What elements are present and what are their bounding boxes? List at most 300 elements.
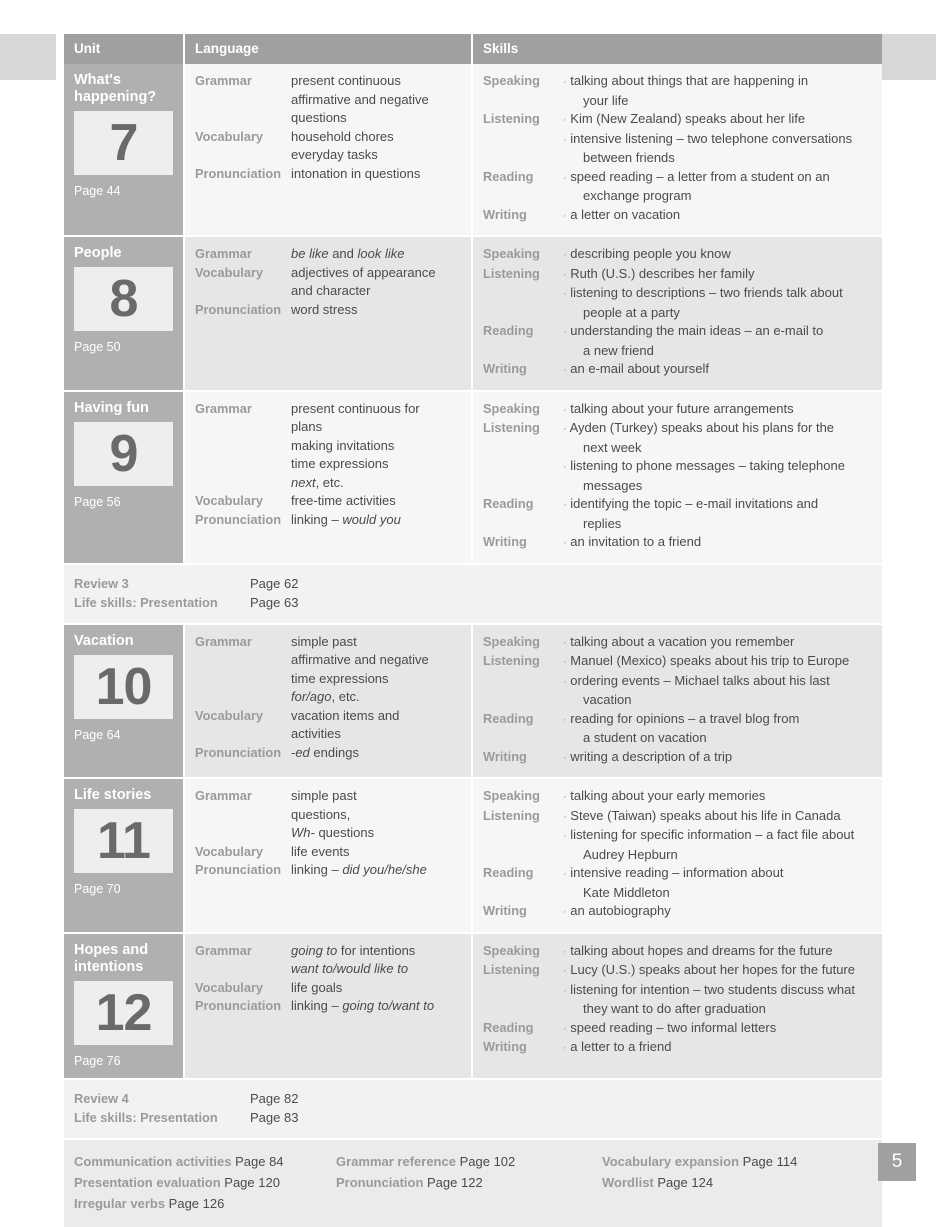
back-matter-page: Page 124 xyxy=(657,1174,714,1190)
skill-category-label: Writing xyxy=(483,206,527,222)
bullet-icon: · xyxy=(563,656,567,668)
table-header xyxy=(64,34,882,64)
language-cell xyxy=(184,624,472,779)
back-matter-entry xyxy=(336,1151,602,1172)
column-header-unit: Unit xyxy=(64,34,184,64)
unit-number: 7 xyxy=(109,114,138,172)
unit-page-reference: Page 44 xyxy=(74,184,121,198)
unit-page-reference: Page 56 xyxy=(74,494,121,509)
unit-cell xyxy=(64,778,184,933)
language-category-value xyxy=(291,843,461,862)
skill-item-continuation: replies xyxy=(583,515,622,531)
skill-item-continuation: next week xyxy=(583,439,642,455)
language-cell xyxy=(184,933,472,1079)
back-matter-name: Grammar reference xyxy=(336,1153,456,1169)
skill-category-label: Listening xyxy=(483,265,540,281)
skill-item: · Kim (New Zealand) speaks about her life xyxy=(563,111,806,126)
language-line: next, etc. xyxy=(291,474,344,490)
review-label: Life skills: Presentation xyxy=(74,594,218,610)
language-line: for/ago, etc. xyxy=(291,689,360,704)
skill-item: · listening for intention – two students discuss what they want to do after graduation xyxy=(563,981,872,1019)
skill-item-group xyxy=(563,1019,872,1039)
skill-category-label: Reading xyxy=(483,710,534,726)
skills-cell xyxy=(472,391,882,564)
unit-cell xyxy=(64,624,184,779)
language-cell xyxy=(184,64,472,236)
unit-row xyxy=(64,624,882,779)
language-line: time expressions xyxy=(291,456,389,471)
back-matter-cell xyxy=(64,1139,882,1227)
back-matter-name: Vocabulary expansion xyxy=(602,1153,740,1169)
skill-item: · identifying the topic – e-mail invitations and replies xyxy=(563,495,872,533)
skill-item-group xyxy=(563,710,872,748)
skills-list xyxy=(483,400,872,553)
unit-number: 8 xyxy=(109,270,138,328)
skill-item-group xyxy=(563,495,872,533)
review-row xyxy=(64,564,882,624)
skill-category-label: Writing xyxy=(483,903,527,918)
skill-category-label: Writing xyxy=(483,534,527,549)
back-matter-entry xyxy=(74,1151,336,1172)
language-line: intonation in questions xyxy=(291,165,421,181)
bullet-icon: · xyxy=(563,364,567,376)
skill-item: · writing a description of a trip xyxy=(563,748,733,764)
language-category-label: Vocabulary xyxy=(195,128,264,144)
unit-page-reference: Page 64 xyxy=(74,727,121,742)
unit-number: 9 xyxy=(109,424,138,483)
bullet-icon: · xyxy=(563,133,567,146)
skill-item-continuation: a student on vacation xyxy=(583,730,707,745)
skill-item: · listening to descriptions – two friends talk about people at a party xyxy=(563,284,872,322)
back-matter-spacer xyxy=(336,1193,602,1214)
review-cell xyxy=(64,564,882,624)
language-category-label: Vocabulary xyxy=(195,979,264,995)
unit-number: 11 xyxy=(97,812,150,870)
skill-item-continuation: they want to do after graduation xyxy=(583,1001,766,1016)
unit-number-box xyxy=(74,655,173,719)
language-line: be like and look like xyxy=(291,246,405,261)
unit-row xyxy=(64,933,882,1079)
review-label: Life skills: Presentation xyxy=(74,1109,218,1125)
back-matter-page: Page 84 xyxy=(235,1153,284,1169)
language-line: affirmative and negative xyxy=(291,652,429,667)
skill-item-group xyxy=(563,168,872,206)
language-line: and character xyxy=(291,283,371,298)
bullet-icon: · xyxy=(563,209,567,222)
skills-list xyxy=(483,787,872,922)
skill-category-label: Reading xyxy=(483,865,534,880)
language-category-label: Pronunciation xyxy=(195,511,282,527)
skill-item: · talking about things that are happening in your life xyxy=(563,72,872,110)
skill-item-group xyxy=(563,360,872,380)
review-cell xyxy=(64,1079,882,1139)
skill-item-group xyxy=(563,748,872,768)
back-matter-entry xyxy=(74,1172,336,1193)
back-matter-page: Page 120 xyxy=(224,1174,280,1190)
language-category-value xyxy=(291,942,461,979)
language-line: present continuous xyxy=(291,73,401,88)
skill-item-group xyxy=(563,206,872,226)
skills-list xyxy=(483,633,872,768)
decorative-block-left xyxy=(0,34,56,80)
back-matter-spacer xyxy=(602,1193,872,1214)
skill-item: · listening to phone messages – taking telephone messages xyxy=(563,457,872,495)
bullet-icon: · xyxy=(563,751,567,764)
unit-number-box xyxy=(74,981,173,1045)
language-line: everyday tasks xyxy=(291,147,378,162)
language-line: linking – would you xyxy=(291,511,401,527)
skill-item: · listening for specific information – a fact file about Audrey Hepburn xyxy=(563,826,872,864)
review-label: Review 4 xyxy=(74,1090,129,1106)
skill-category-label: Listening xyxy=(483,807,540,823)
skill-item: · a letter on vacation xyxy=(563,206,681,222)
decorative-block-right xyxy=(880,34,936,80)
skill-item-group xyxy=(563,400,872,420)
skills-list xyxy=(483,245,872,380)
skill-item-continuation: Kate Middleton xyxy=(583,884,670,900)
column-header-skills: Skills xyxy=(472,34,882,64)
skill-item-group xyxy=(563,961,872,1019)
bullet-icon: · xyxy=(563,965,567,977)
scope-and-sequence-sheet xyxy=(64,34,882,1227)
bullet-icon: · xyxy=(563,636,567,649)
unit-page-reference: Page 76 xyxy=(74,1053,121,1068)
language-line: questions, xyxy=(291,806,351,822)
back-matter-column xyxy=(74,1151,336,1214)
language-line: want to/would like to xyxy=(291,961,409,976)
back-matter-name: Communication activities xyxy=(74,1153,232,1169)
skill-item-group xyxy=(563,245,872,265)
language-category-value xyxy=(291,72,461,128)
skill-item: · talking about your future arrangements xyxy=(563,400,794,416)
bullet-icon: · xyxy=(563,76,567,88)
review-page-reference: Page 82 xyxy=(250,1090,299,1106)
skills-cell xyxy=(472,64,882,236)
review-page-reference: Page 83 xyxy=(250,1109,299,1125)
review-page-reference: Page 62 xyxy=(250,575,299,591)
bullet-icon: · xyxy=(563,171,567,184)
language-category-value xyxy=(291,165,461,184)
back-matter-name: Presentation evaluation xyxy=(74,1174,221,1190)
language-category-value xyxy=(291,633,461,707)
skill-category-label: Reading xyxy=(483,168,534,184)
language-line: simple past xyxy=(291,788,357,803)
skill-item: · intensive listening – two telephone conversations between friends xyxy=(563,130,872,168)
unit-title: Having fun xyxy=(74,399,149,416)
column-header-language: Language xyxy=(184,34,472,64)
language-category-label: Grammar xyxy=(195,246,252,261)
back-matter-list xyxy=(74,1151,872,1214)
language-line: linking – did you/he/she xyxy=(291,862,427,877)
bullet-icon: · xyxy=(563,403,567,416)
language-line: -ed endings xyxy=(291,744,359,760)
skill-item: · talking about a vacation you remember xyxy=(563,633,795,649)
unit-page-reference: Page 50 xyxy=(74,340,121,354)
language-category-label: Vocabulary xyxy=(195,843,264,859)
language-cell xyxy=(184,236,472,391)
unit-number-box xyxy=(74,267,173,331)
language-category-value xyxy=(291,861,461,880)
language-category-value xyxy=(291,492,461,511)
unit-title: Hopes and intentions xyxy=(74,941,149,975)
language-category-value xyxy=(291,744,461,763)
bullet-icon: · xyxy=(563,945,567,958)
skill-category-label: Speaking xyxy=(483,788,540,803)
bullet-icon: · xyxy=(563,791,567,803)
language-list xyxy=(195,633,461,763)
skill-item-continuation: between friends xyxy=(583,150,675,165)
review-label: Review 3 xyxy=(74,575,129,591)
language-category-value xyxy=(291,511,461,530)
skill-item: · describing people you know xyxy=(563,246,731,261)
bullet-icon: · xyxy=(563,288,567,300)
skill-item-group xyxy=(563,942,872,962)
bullet-icon: · xyxy=(563,499,567,511)
bullet-icon: · xyxy=(563,984,567,997)
skill-item-group xyxy=(563,110,872,168)
bullet-icon: · xyxy=(563,830,567,842)
language-line: life events xyxy=(291,843,350,859)
skills-list xyxy=(483,942,872,1058)
skill-item-continuation: exchange program xyxy=(583,188,692,203)
language-category-label: Grammar xyxy=(195,73,252,88)
bullet-icon: · xyxy=(563,906,567,918)
language-category-value xyxy=(291,128,461,165)
language-line: vacation items and xyxy=(291,707,400,723)
review-list xyxy=(74,574,872,612)
language-category-label: Pronunciation xyxy=(195,301,282,317)
language-list xyxy=(195,400,461,530)
language-line: present continuous for xyxy=(291,400,420,416)
skill-item-continuation: messages xyxy=(583,477,643,493)
unit-title: Life stories xyxy=(74,787,152,803)
back-matter-page: Page 126 xyxy=(168,1195,225,1211)
language-category-label: Grammar xyxy=(195,400,252,416)
bullet-icon: · xyxy=(563,461,567,473)
language-category-label: Grammar xyxy=(195,942,252,958)
skill-category-label: Listening xyxy=(483,653,540,668)
bullet-icon: · xyxy=(563,114,567,126)
skill-item: · talking about your early memories xyxy=(563,788,766,803)
skill-item-group xyxy=(563,787,872,807)
skill-category-label: Speaking xyxy=(483,400,540,416)
language-category-value xyxy=(291,301,461,320)
unit-number-box xyxy=(74,422,173,486)
skill-item: · an autobiography xyxy=(563,903,671,918)
bullet-icon: · xyxy=(563,868,567,880)
language-cell xyxy=(184,778,472,933)
skill-category-label: Speaking xyxy=(483,942,540,958)
skill-item-group xyxy=(563,72,872,110)
skill-item: · an e-mail about yourself xyxy=(563,361,710,376)
unit-row xyxy=(64,236,882,391)
bullet-icon: · xyxy=(563,1022,567,1035)
language-line: questions xyxy=(291,110,347,125)
bullet-icon: · xyxy=(563,268,567,281)
language-line: word stress xyxy=(291,301,358,317)
skills-list xyxy=(483,72,872,225)
back-matter-page: Page 114 xyxy=(742,1153,798,1169)
skill-item: · understanding the main ideas – an e-mail to a new friend xyxy=(563,322,872,360)
bullet-icon: · xyxy=(563,713,567,726)
skill-item-group xyxy=(563,265,872,323)
skills-cell xyxy=(472,933,882,1079)
language-line: linking – going to/want to xyxy=(291,998,435,1013)
skills-cell xyxy=(472,624,882,779)
language-category-label: Vocabulary xyxy=(195,707,264,723)
language-list xyxy=(195,787,461,880)
language-line: time expressions xyxy=(291,670,389,686)
language-category-value xyxy=(291,787,461,843)
back-matter-page: Page 122 xyxy=(427,1174,483,1190)
language-line: adjectives of appearance xyxy=(291,264,436,280)
language-list xyxy=(195,72,461,183)
skill-category-label: Listening xyxy=(483,420,540,435)
skill-item: · talking about hopes and dreams for the future xyxy=(563,942,833,958)
language-category-label: Grammar xyxy=(195,633,252,649)
language-line: activities xyxy=(291,726,341,741)
skill-item-continuation: people at a party xyxy=(583,304,680,320)
back-matter-name: Pronunciation xyxy=(336,1174,424,1190)
skill-item: · reading for opinions – a travel blog from a student on vacation xyxy=(563,710,872,748)
skill-item-group xyxy=(563,322,872,360)
bullet-icon: · xyxy=(563,423,567,435)
skill-item-group xyxy=(563,652,872,710)
language-category-label: Pronunciation xyxy=(195,744,282,760)
language-category-value xyxy=(291,979,461,998)
skill-item-group xyxy=(563,864,872,902)
language-category-value xyxy=(291,997,461,1016)
skill-category-label: Listening xyxy=(483,111,540,126)
skill-item-group xyxy=(563,1038,872,1058)
skill-item-group xyxy=(563,633,872,653)
skill-category-label: Reading xyxy=(483,496,534,511)
language-line: simple past xyxy=(291,633,357,649)
skill-item: · ordering events – Michael talks about his last vacation xyxy=(563,672,872,710)
skill-item-group xyxy=(563,533,872,553)
skill-category-label: Writing xyxy=(483,361,527,376)
unit-number-box xyxy=(74,809,173,873)
back-matter-name: Wordlist xyxy=(602,1174,654,1190)
back-matter-name: Irregular verbs xyxy=(74,1195,166,1211)
skill-category-label: Writing xyxy=(483,1039,527,1054)
bullet-icon: · xyxy=(563,675,567,688)
unit-number-box xyxy=(74,111,173,175)
language-list xyxy=(195,245,461,319)
skill-category-label: Speaking xyxy=(483,246,540,261)
language-category-label: Vocabulary xyxy=(195,264,264,280)
language-category-value xyxy=(291,400,461,493)
review-list xyxy=(74,1089,872,1127)
skill-item: · Lucy (U.S.) speaks about her hopes for the future xyxy=(563,962,855,977)
language-category-label: Vocabulary xyxy=(195,493,264,508)
language-line: going to for intentions xyxy=(291,942,416,958)
review-page-reference: Page 63 xyxy=(250,594,299,610)
skill-item: · speed reading – two informal letters xyxy=(563,1019,777,1035)
language-category-label: Grammar xyxy=(195,788,252,803)
skill-item: · a letter to a friend xyxy=(563,1039,672,1054)
back-matter-page: Page 102 xyxy=(459,1153,516,1169)
language-line: affirmative and negative xyxy=(291,91,429,107)
unit-number: 10 xyxy=(95,657,152,716)
back-matter-entry xyxy=(74,1193,336,1214)
skill-category-label: Reading xyxy=(483,1019,534,1035)
skill-item-continuation: Audrey Hepburn xyxy=(583,846,678,862)
skill-item-group xyxy=(563,807,872,865)
skill-item: · Manuel (Mexico) speaks about his trip to Europe xyxy=(563,653,850,668)
skill-item: · speed reading – a letter from a student on an exchange program xyxy=(563,168,872,206)
language-line: Wh- questions xyxy=(291,825,375,840)
skill-category-label: Reading xyxy=(483,323,534,338)
back-matter-entry xyxy=(336,1172,602,1193)
unit-number: 12 xyxy=(95,983,152,1042)
back-matter-entry xyxy=(602,1172,872,1193)
skill-item: · Ayden (Turkey) speaks about his plans for the next week xyxy=(563,419,872,457)
bullet-icon: · xyxy=(563,249,567,261)
language-category-label: Pronunciation xyxy=(195,165,282,181)
back-matter-row xyxy=(64,1139,882,1227)
skill-item: · an invitation to a friend xyxy=(563,534,702,549)
language-line: free-time activities xyxy=(291,493,396,508)
skill-item-continuation: your life xyxy=(583,92,629,108)
skill-category-label: Speaking xyxy=(483,73,540,88)
language-category-label: Pronunciation xyxy=(195,862,282,877)
language-category-value xyxy=(291,245,461,264)
language-cell xyxy=(184,391,472,564)
skill-item-continuation: vacation xyxy=(583,692,632,707)
unit-cell xyxy=(64,64,184,236)
skills-cell xyxy=(472,778,882,933)
skill-category-label: Listening xyxy=(483,962,540,977)
language-line: life goals xyxy=(291,979,343,995)
skill-item: · intensive reading – information about Kate Middleton xyxy=(563,864,872,902)
language-list xyxy=(195,942,461,1016)
unit-cell xyxy=(64,391,184,564)
unit-row xyxy=(64,391,882,564)
language-category-value xyxy=(291,707,461,744)
skills-cell xyxy=(472,236,882,391)
back-matter-column xyxy=(336,1151,602,1214)
skill-item: · Ruth (U.S.) describes her family xyxy=(563,265,755,281)
bullet-icon: · xyxy=(563,326,567,338)
bullet-icon: · xyxy=(563,810,567,823)
skill-item-group xyxy=(563,902,872,922)
bullet-icon: · xyxy=(563,537,567,549)
language-line: plans xyxy=(291,419,323,434)
unit-title: Vacation xyxy=(74,632,134,649)
unit-cell xyxy=(64,933,184,1079)
language-line: making invitations xyxy=(291,437,395,453)
skill-category-label: Writing xyxy=(483,748,527,764)
unit-row xyxy=(64,778,882,933)
skill-item-group xyxy=(563,419,872,495)
table-header-row xyxy=(64,34,882,64)
skill-item-continuation: a new friend xyxy=(583,342,654,358)
language-category-value xyxy=(291,264,461,301)
skill-category-label: Speaking xyxy=(483,633,540,649)
scope-and-sequence-table xyxy=(64,34,882,1227)
skill-item: · Steve (Taiwan) speaks about his life in Canada xyxy=(563,807,841,823)
back-matter-column xyxy=(602,1151,872,1214)
back-matter-entry xyxy=(602,1151,872,1172)
review-row xyxy=(64,1079,882,1139)
unit-title: What's happening? xyxy=(74,72,157,105)
unit-title: People xyxy=(74,245,122,261)
bullet-icon: · xyxy=(563,1042,567,1054)
unit-page-reference: Page 70 xyxy=(74,882,121,896)
page-number-badge: 5 xyxy=(878,1143,916,1181)
unit-cell xyxy=(64,236,184,391)
